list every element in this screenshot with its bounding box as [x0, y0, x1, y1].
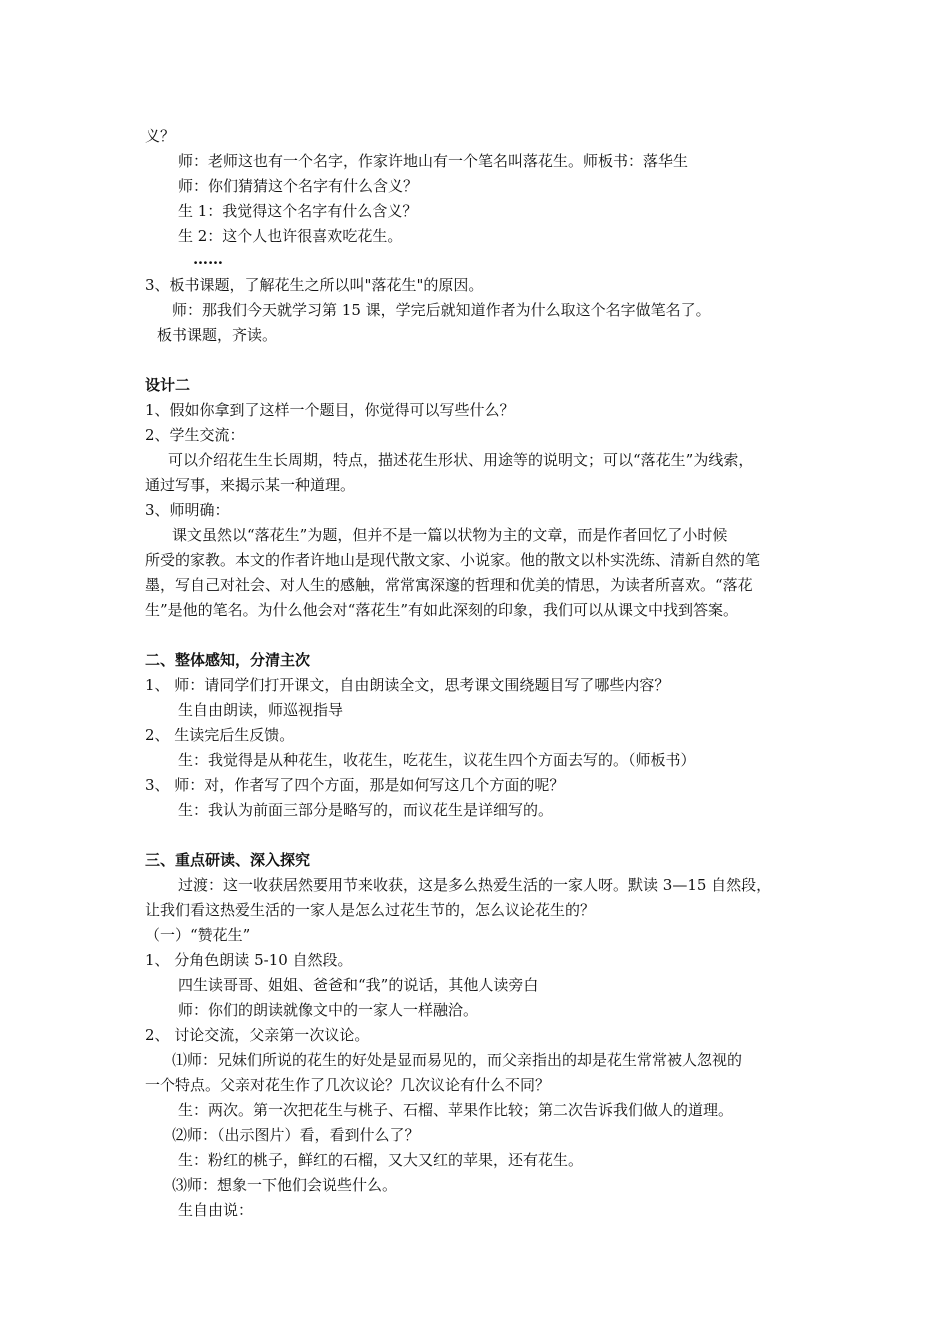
text-line: 一个特点。父亲对花生作了几次议论？几次议论有什么不同？ — [145, 1076, 551, 1094]
text-line: 2、 生读完后生反馈。 — [145, 726, 295, 744]
text-line: 生：两次。第一次把花生与桃子、石榴、苹果作比较；第二次告诉我们做人的道理。 — [178, 1101, 734, 1119]
text-line: 四生读哥哥、姐姐、爸爸和“我”的说话，其他人读旁白 — [178, 976, 539, 994]
text-line: 墨，写自己对社会、对人生的感触，常常寓深邃的哲理和优美的情思，为读者所喜欢。“落花 — [145, 576, 753, 594]
section-heading: 二、整体感知，分清主次 — [145, 651, 311, 669]
section-heading: 设计二 — [145, 376, 191, 394]
text-line: ⑶师：想象一下他们会说些什么。 — [172, 1176, 398, 1194]
text-line: 生：粉红的桃子，鲜红的石榴，又大又红的苹果，还有花生。 — [178, 1151, 584, 1169]
text-line: 2、 讨论交流，父亲第一次议论。 — [145, 1026, 370, 1044]
text-line: 通过写事，来揭示某一种道理。 — [145, 476, 356, 494]
text-line: 生自由朗读，师巡视指导 — [178, 701, 344, 719]
text-line: 所受的家教。本文的作者许地山是现代散文家、小说家。他的散文以朴实洗练、清新自然的笔 — [145, 551, 761, 569]
text-line: 2、学生交流： — [145, 426, 245, 444]
text-line: ⑵师：（出示图片）看，看到什么了？ — [172, 1126, 420, 1144]
text-line: 生 2：这个人也许很喜欢吃花生。 — [178, 227, 403, 245]
text-line: 生：我觉得是从种花生，收花生，吃花生，议花生四个方面去写的。（师板书） — [178, 751, 696, 769]
ellipsis: …… — [193, 250, 223, 268]
text-line: 课文虽然以“落花生”为题，但并不是一篇以状物为主的文章，而是作者回忆了小时候 — [172, 526, 728, 544]
text-line: 1、假如你拿到了这样一个题目，你觉得可以写些什么？ — [145, 401, 515, 419]
text-line: 3、师明确： — [145, 501, 230, 519]
text-line: 师：你们猜猜这个名字有什么含义？ — [178, 177, 419, 195]
subheading: （一）“赞花生” — [145, 926, 251, 944]
text-line: 3、板书课题，了解花生之所以叫"落花生"的原因。 — [145, 276, 484, 294]
text-line: 1、 分角色朗读 5-10 自然段。 — [145, 951, 353, 969]
text-line: 生”是他的笔名。为什么他会对“落花生”有如此深刻的印象，我们可以从课文中找到答案。 — [145, 601, 739, 619]
section-heading: 三、重点研读、深入探究 — [145, 851, 311, 869]
text-line: 生 1：我觉得这个名字有什么含义？ — [178, 202, 418, 220]
text-line: 过渡：这一收获居然要用节来收获，这是多么热爱生活的一家人呀。默读 3—15 自然段， — [178, 876, 772, 894]
text-line: 让我们看这热爱生活的一家人是怎么过花生节的，怎么议论花生的？ — [145, 901, 596, 919]
text-line: 3、 师：对，作者写了四个方面，那是如何写这几个方面的呢？ — [145, 776, 565, 794]
text-line: ⑴师：兄妹们所说的花生的好处是显而易见的，而父亲指出的却是花生常常被人忽视的 — [172, 1051, 743, 1069]
text-line: 师：那我们今天就学习第 15 课，学完后就知道作者为什么取这个名字做笔名了。 — [172, 301, 711, 319]
text-line: 可以介绍花生生长周期，特点，描述花生形状、用途等的说明文；可以“落花生”为线索， — [168, 451, 754, 469]
text-line: 生：我认为前面三部分是略写的，而议花生是详细写的。 — [178, 801, 554, 819]
text-line: 板书课题，齐读。 — [157, 326, 278, 344]
text-line: 义？ — [145, 127, 176, 145]
text-line: 生自由说： — [178, 1201, 254, 1219]
text-line: 1、 师：请同学们打开课文，自由朗读全文，思考课文围绕题目写了哪些内容？ — [145, 676, 670, 694]
text-line: 师：老师这也有一个名字，作家许地山有一个笔名叫落花生。师板书：落华生 — [178, 152, 689, 170]
text-line: 师：你们的朗读就像文中的一家人一样融洽。 — [178, 1001, 479, 1019]
